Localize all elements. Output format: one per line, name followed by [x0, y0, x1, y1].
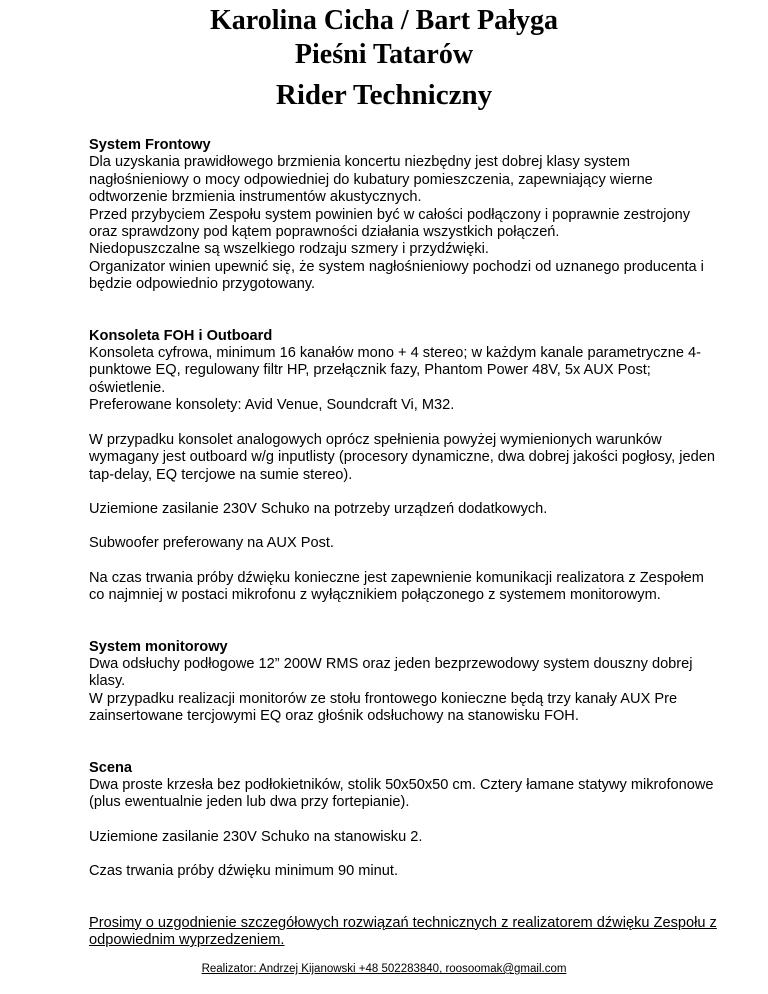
- paragraph: Organizator winien upewnić się, że system nagłośnieniowy pochodzi od uznanego producenta i będzie odpowiednio przygotowany.: [89, 258, 704, 293]
- paragraph: Uziemione zasilanie 230V Schuko na stanowisku 2.: [89, 828, 423, 845]
- footer-contact: Realizator: Andrzej Kijanowski +48 502283840, roosoomak@gmail.com: [201, 963, 567, 975]
- section-title-monitor-system: System monitorowy: [89, 638, 228, 655]
- paragraph: Dla uzyskania prawidłowego brzmienia koncertu niezbędny jest dobrej klasy system nagłośnieniowy o mocy odpowiedniej do kubatury pomieszczenia, zapewniający wierne odtworzenie brzmienia instrumentów akustycznych.: [89, 154, 653, 206]
- section-front-system: [89, 137, 719, 294]
- section-title-front-system: System Frontowy: [89, 137, 211, 153]
- paragraph: W przypadku konsolet analogowych oprócz spełnienia powyżej wymienionych warunków wymagany jest outboard w/g inputlisty (procesory dynamiczne, dwa dobrej jakości pogłosy, jeden tap-delay, EQ tercjowe na sumie stereo).: [89, 431, 715, 483]
- paragraph: Dwa odsłuchy podłogowe 12” 200W RMS oraz jeden bezprzewodowy system douszny dobrej klasy.: [89, 655, 693, 690]
- paragraph: W przypadku realizacji monitorów ze stołu frontowego konieczne będą trzy kanały AUX Pre zainsertowane tercjowymi EQ oraz głośnik odsłuchowy na stanowisku FOH.: [89, 690, 678, 725]
- paragraph: Preferowane konsolety: Avid Venue, Soundcraft Vi, M32.: [89, 397, 455, 414]
- document-header: [0, 4, 768, 112]
- paragraph: Dwa proste krzesła bez podłokietników, stolik 50x50x50 cm. Cztery łamane statywy mikrofonowe (plus ewentualnie jeden lub dwa przy fortepianie).: [89, 776, 714, 811]
- section-title-stage: Scena: [89, 759, 132, 776]
- project-title: Pieśni Tatarów: [294, 39, 474, 70]
- closing-note: Prosimy o uzgodnienie szczegółowych rozwiązań technicznych z realizatorem dźwięku Zespołu z odpowiednim wyprzedzeniem.: [89, 914, 717, 948]
- paragraph: Czas trwania próby dźwięku minimum 90 minut.: [89, 863, 399, 880]
- paragraph: Niedopuszczalne są wszelkiego rodzaju szmery i przydźwięki.: [89, 241, 489, 258]
- artists-title: Karolina Cicha / Bart Pałyga: [210, 5, 558, 36]
- paragraph: Konsoleta cyfrowa, minimum 16 kanałów mono + 4 stereo; w każdym kanale parametryczne 4-punktowe EQ, regulowany filtr HP, przełącznik fazy, Phantom Power 48V, 5x AUX Post; oświetlenie.: [89, 345, 701, 396]
- paragraph: Uziemione zasilanie 230V Schuko na potrzeby urządzeń dodatkowych.: [89, 500, 548, 517]
- document-title: Rider Techniczny: [275, 79, 493, 111]
- section-stage: [89, 760, 719, 881]
- section-monitor-system: [89, 639, 719, 726]
- section-foh-console: [89, 328, 719, 605]
- paragraph: Na czas trwania próby dźwięku konieczne jest zapewnienie komunikacji realizatora z Zespołem co najmniej w postaci mikrofonu z wyłącznikiem połączonego z systemem monitorowym.: [89, 569, 704, 604]
- paragraph: Przed przybyciem Zespołu system powinien być w całości podłączony i poprawnie zestrojony oraz sprawdzony pod kątem poprawności działania wszystkich połączeń.: [89, 206, 691, 241]
- section-title-foh-console: Konsoleta FOH i Outboard: [89, 327, 273, 344]
- paragraph: Subwoofer preferowany na AUX Post.: [89, 535, 334, 552]
- document-body: [89, 137, 719, 949]
